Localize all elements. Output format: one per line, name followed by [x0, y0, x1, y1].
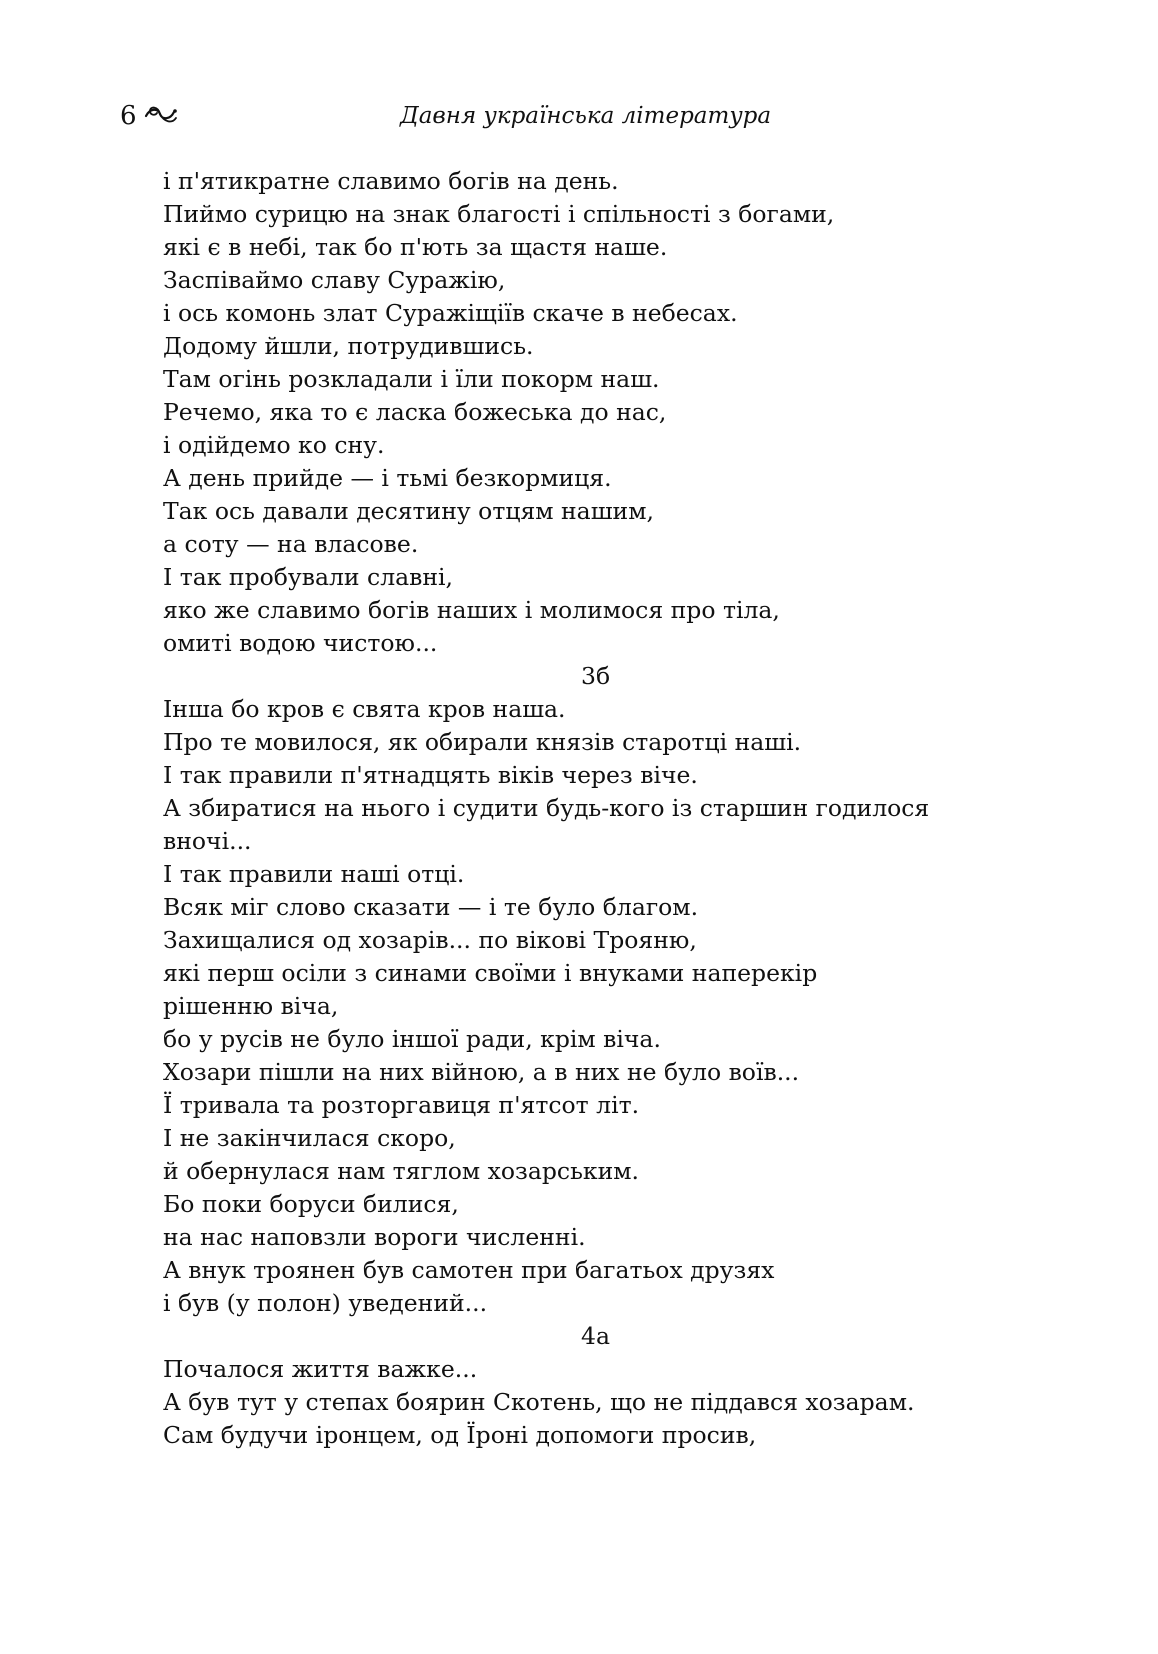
text-line: Захищалися од хозарів... по вікові Трояню, [163, 926, 697, 954]
page-header [120, 98, 1038, 134]
section-marker-4a: 4а [581, 1322, 610, 1350]
text-line: на нас наповзли вороги численні. [163, 1223, 586, 1251]
text-line: і п'ятикратне славимо богів на день. [163, 167, 619, 195]
text-line: які є в небі, так бо п'ють за щастя наше. [163, 233, 668, 261]
text-line: І так пробували славні, [163, 563, 454, 591]
section-marker-3b: 3б [581, 662, 611, 690]
text-line: Бо поки боруси билися, [163, 1190, 459, 1218]
text-body [163, 165, 1003, 1452]
text-line: Пиймо сурицю на знак благості і спільності з богами, [163, 200, 835, 228]
text-line: Всяк міг слово сказати — і те було благом. [163, 893, 699, 921]
page-number: 6 [120, 101, 137, 131]
text-line: А збиратися на нього і судити будь-кого із старшин годилося [163, 794, 930, 822]
text-line: Заспіваймо славу Суражію, [163, 266, 506, 294]
text-line: і одійдемо ко сну. [163, 431, 385, 459]
text-line: Речемо, яка то є ласка божеська до нас, [163, 398, 667, 426]
running-title: Давня українська література [400, 103, 772, 129]
text-line: Так ось давали десятину отцям нашим, [163, 497, 654, 525]
text-line: А був тут у степах боярин Скотень, що не піддався хозарам. [163, 1388, 915, 1416]
text-line: а соту — на власове. [163, 530, 419, 558]
text-line: І так правили наші отці. [163, 860, 465, 888]
text-line: Почалося життя важке... [163, 1355, 478, 1383]
text-line: І не закінчилася скоро, [163, 1124, 456, 1152]
text-line: Про те мовилося, як обирали князів старотці наші. [163, 728, 802, 756]
text-line: Інша бо кров є свята кров наша. [163, 695, 566, 723]
text-line: Сам будучи іронцем, од Їроні допомоги просив, [163, 1421, 757, 1449]
text-line: Ї тривала та розторгавиця п'ятсот літ. [163, 1091, 640, 1119]
text-line: рішенню віча, [163, 992, 339, 1020]
text-line: А день прийде — і тьмі безкормиця. [163, 464, 612, 492]
text-line: яко же славимо богів наших і молимося про тіла, [163, 596, 780, 624]
text-line: й обернулася нам тяглом хозарським. [163, 1157, 639, 1185]
text-line: і був (у полон) уведений... [163, 1289, 488, 1317]
text-line: і ось комонь злат Суражіщіїв скаче в небесах. [163, 299, 738, 327]
text-line: Хозари пішли на них війною, а в них не було воїв... [163, 1058, 800, 1086]
text-line: вночі... [163, 827, 252, 855]
text-line: які перш осіли з синами своїми і внуками наперекір [163, 959, 818, 987]
text-line: Там огінь розкладали і їли покорм наш. [163, 365, 660, 393]
text-line: І так правили п'ятнадцять віків через віче. [163, 761, 698, 789]
fleuron-icon [144, 104, 178, 126]
text-line: Додому йшли, потрудившись. [163, 332, 534, 360]
text-line: бо у русів не було іншої ради, крім віча. [163, 1025, 661, 1053]
text-line: А внук троянен був самотен при багатьох друзях [163, 1256, 775, 1284]
text-line: омиті водою чистою... [163, 629, 438, 657]
